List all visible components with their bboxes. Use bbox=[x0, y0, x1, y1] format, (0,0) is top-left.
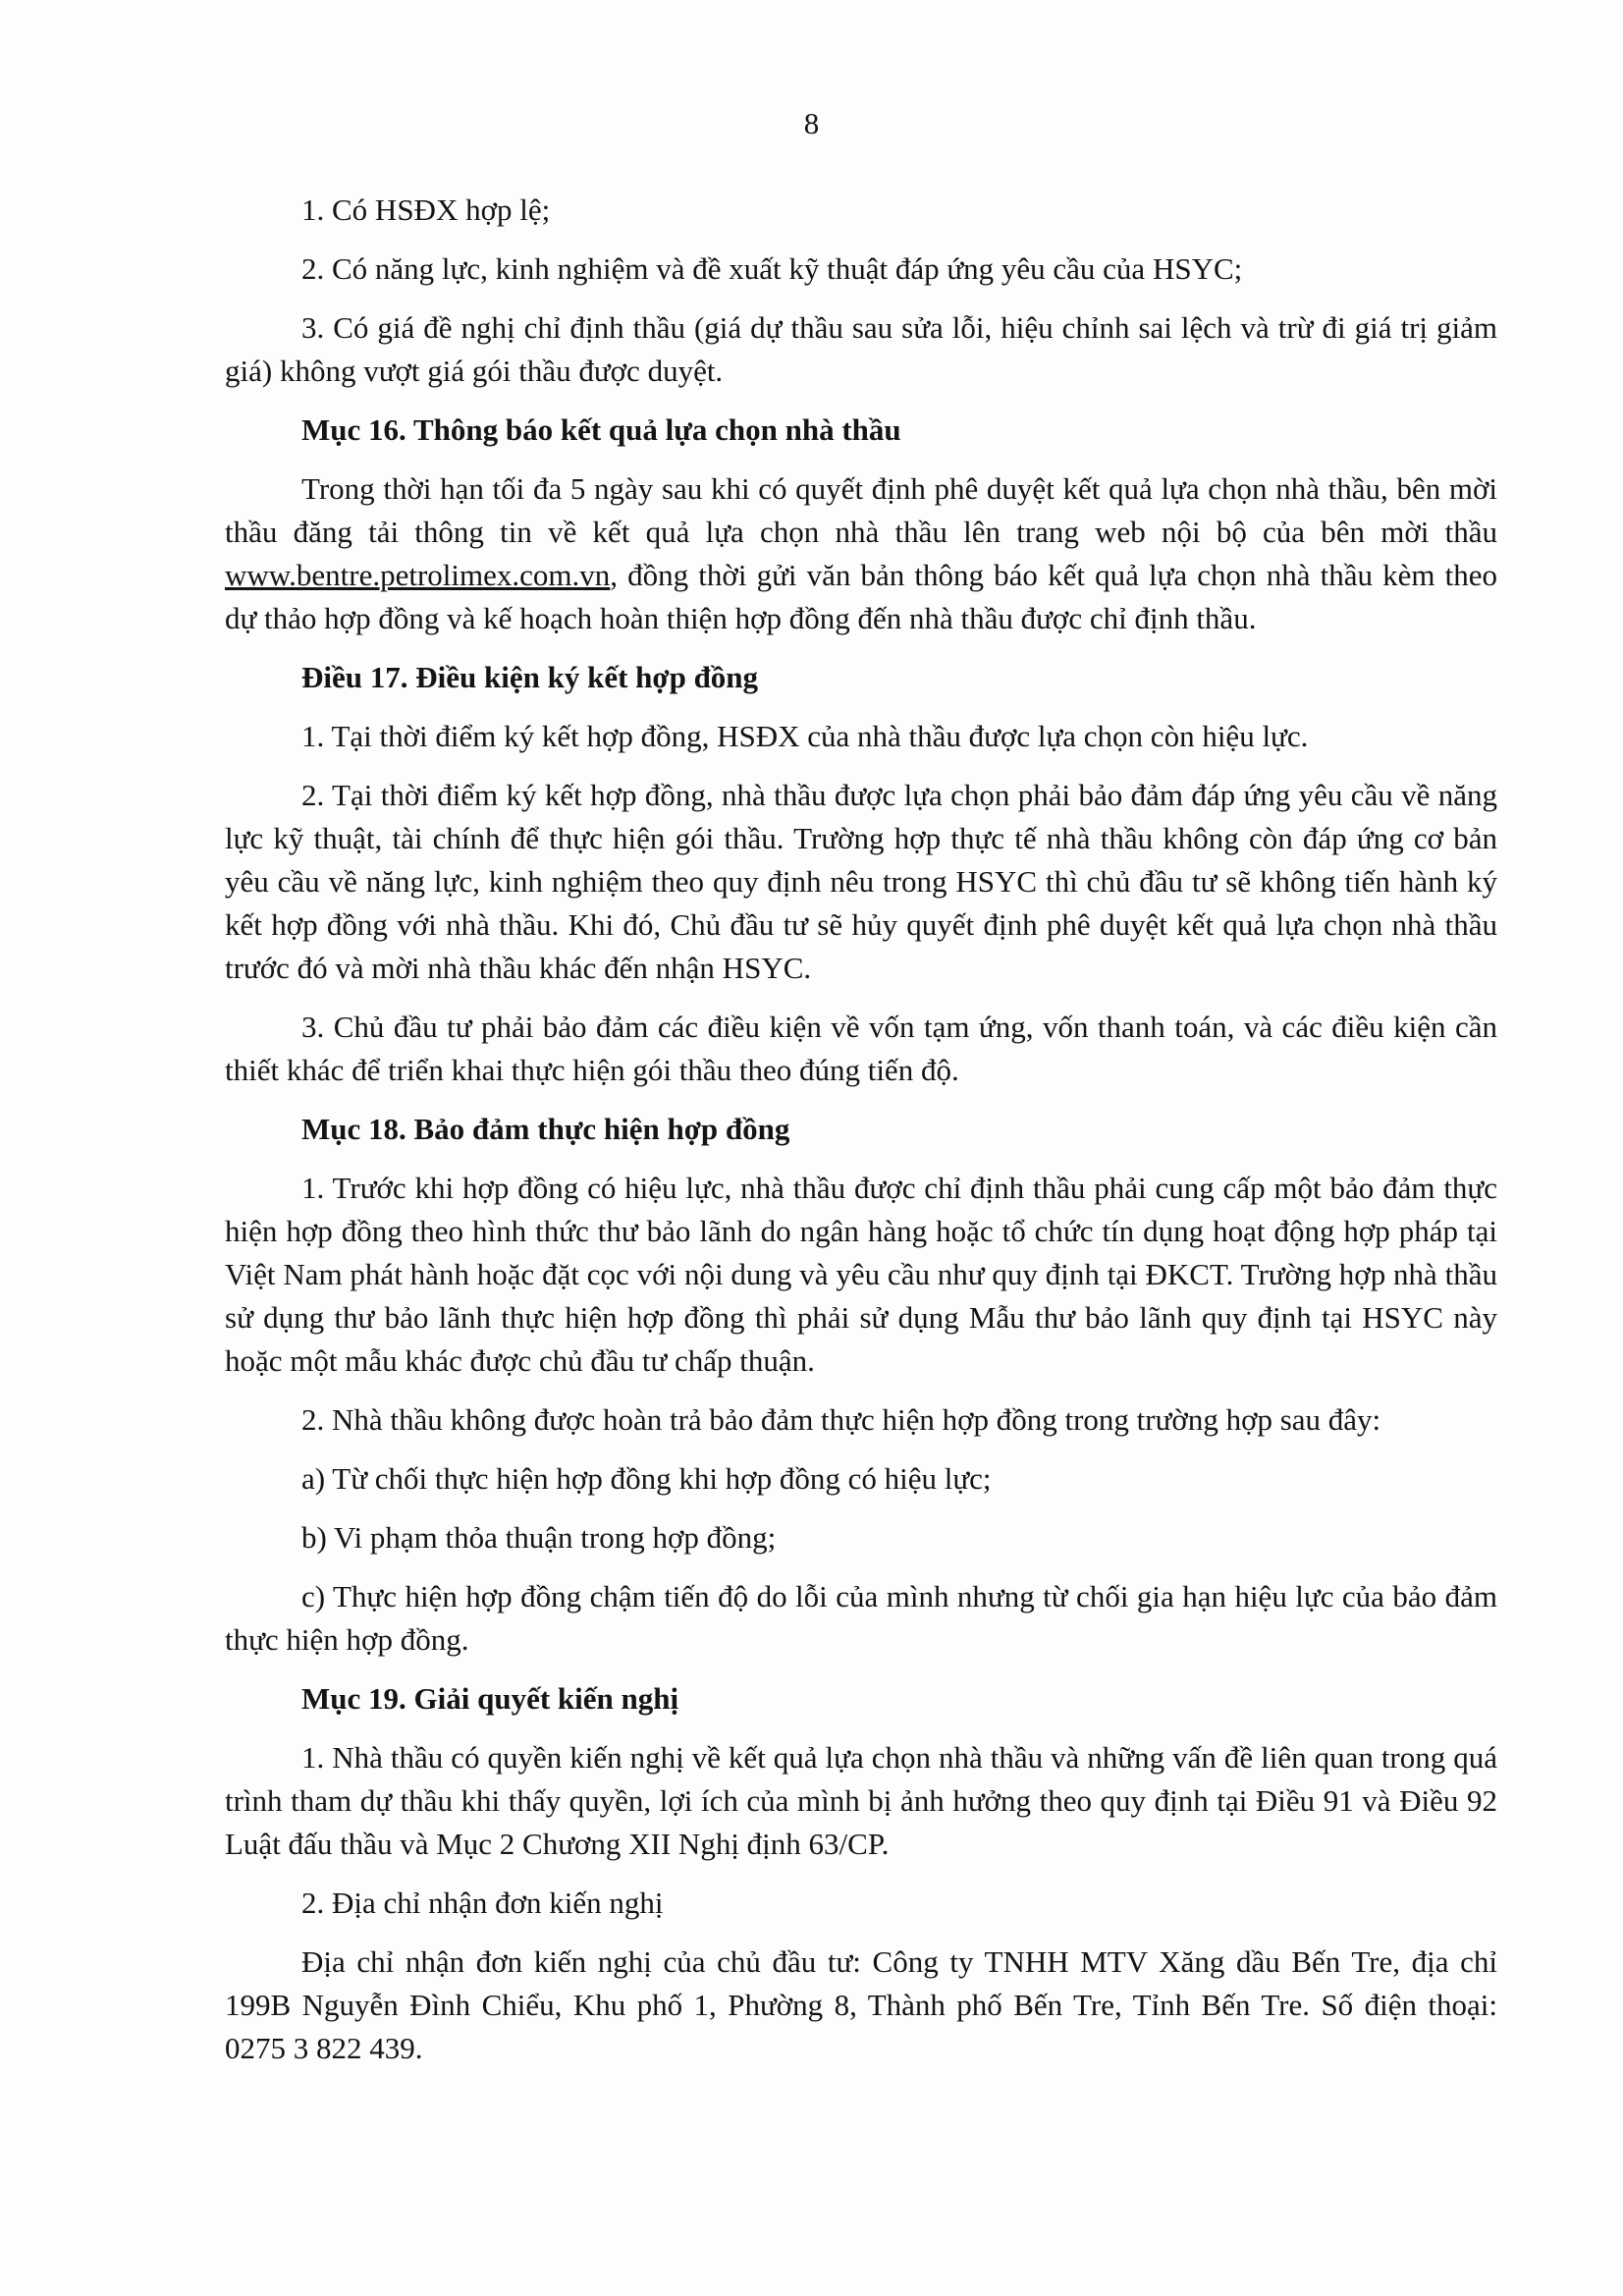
paragraph: 2. Có năng lực, kinh nghiệm và đề xuất kỹ thuật đáp ứng yêu cầu của HSYC; bbox=[301, 251, 1243, 286]
paragraph: 2. Nhà thầu không được hoàn trả bảo đảm thực hiện hợp đồng trong trường hợp sau đây: bbox=[301, 1402, 1381, 1437]
paragraph: 1. Tại thời điểm ký kết hợp đồng, HSĐX của nhà thầu được lựa chọn còn hiệu lực. bbox=[301, 719, 1309, 753]
website-link[interactable]: www.bentre.petrolimex.com.vn bbox=[225, 558, 611, 592]
paragraph-with-link bbox=[225, 467, 1497, 640]
section-heading-17: Điều 17. Điều kiện ký kết hợp đồng bbox=[301, 660, 759, 694]
document-body bbox=[225, 189, 1497, 2086]
paragraph: 1. Trước khi hợp đồng có hiệu lực, nhà thầu được chỉ định thầu phải cung cấp một bảo đảm thực hiện hợp đồng theo hình thức thư bảo lãnh do ngân hàng hoặc tổ chức tín dụng hoạt động hợp pháp tại Việt Nam phát hành hoặc đặt cọc với nội dung và yêu cầu như quy định tại ĐKCT. Trường hợp nhà thầu sử dụng thư bảo lãnh thực hiện hợp đồng thì phải sử dụng Mẫu thư bảo lãnh quy định tại HSYC này hoặc một mẫu khác được chủ đầu tư chấp thuận. bbox=[225, 1171, 1497, 1378]
paragraph: 2. Địa chỉ nhận đơn kiến nghị bbox=[301, 1886, 664, 1920]
list-item: c) Thực hiện hợp đồng chậm tiến độ do lỗi của mình nhưng từ chối gia hạn hiệu lực của bảo đảm thực hiện hợp đồng. bbox=[225, 1579, 1497, 1657]
section-heading-19: Mục 19. Giải quyết kiến nghị bbox=[301, 1681, 679, 1716]
paragraph: 1. Nhà thầu có quyền kiến nghị về kết quả lựa chọn nhà thầu và những vấn đề liên quan trong quá trình tham dự thầu khi thấy quyền, lợi ích của mình bị ảnh hưởng theo quy định tại Điều 91 và Điều 92 Luật đấu thầu và Mục 2 Chương XII Nghị định 63/CP. bbox=[225, 1740, 1497, 1861]
page-number: 8 bbox=[803, 106, 820, 140]
paragraph: Địa chỉ nhận đơn kiến nghị của chủ đầu tư: Công ty TNHH MTV Xăng dầu Bến Tre, địa chỉ 199B Nguyễn Đình Chiểu, Khu phố 1, Phường 8, Thành phố Bến Tre, Tỉnh Bến Tre. Số điện thoại: 0275 3 822 439. bbox=[225, 1944, 1497, 2065]
paragraph: 3. Chủ đầu tư phải bảo đảm các điều kiện về vốn tạm ứng, vốn thanh toán, và các điều kiện cần thiết khác để triển khai thực hiện gói thầu theo đúng tiến độ. bbox=[225, 1010, 1497, 1087]
section-heading-16: Mục 16. Thông báo kết quả lựa chọn nhà thầu bbox=[301, 412, 901, 447]
list-item: a) Từ chối thực hiện hợp đồng khi hợp đồng có hiệu lực; bbox=[301, 1461, 992, 1496]
paragraph: 1. Có HSĐX hợp lệ; bbox=[301, 192, 551, 227]
paragraph: 3. Có giá đề nghị chỉ định thầu (giá dự thầu sau sửa lỗi, hiệu chỉnh sai lệch và trừ đi giá trị giảm giá) không vượt giá gói thầu được duyệt. bbox=[225, 310, 1497, 388]
paragraph-text: , đồng thời gửi văn bản thông báo kết quả lựa chọn nhà thầu kèm theo dự thảo hợp đồng và kế hoạch hoàn thiện hợp đồng đến nhà thầu được chỉ định thầu. bbox=[225, 558, 1497, 635]
section-heading-18: Mục 18. Bảo đảm thực hiện hợp đồng bbox=[301, 1112, 790, 1146]
paragraph-text: Trong thời hạn tối đa 5 ngày sau khi có quyết định phê duyệt kết quả lựa chọn nhà thầu, bên mời thầu đăng tải thông tin về kết quả lựa chọn nhà thầu lên trang web nội bộ của bên mời thầu bbox=[225, 471, 1497, 549]
list-item: b) Vi phạm thỏa thuận trong hợp đồng; bbox=[301, 1520, 777, 1555]
paragraph: 2. Tại thời điểm ký kết hợp đồng, nhà thầu được lựa chọn phải bảo đảm đáp ứng yêu cầu về năng lực kỹ thuật, tài chính để thực hiện gói thầu. Trường hợp thực tế nhà thầu không còn đáp ứng cơ bản yêu cầu về năng lực, kinh nghiệm theo quy định nêu trong HSYC thì chủ đầu tư sẽ không tiến hành ký kết hợp đồng với nhà thầu. Khi đó, Chủ đầu tư sẽ hủy quyết định phê duyệt kết quả lựa chọn nhà thầu trước đó và mời nhà thầu khác đến nhận HSYC. bbox=[225, 778, 1497, 985]
